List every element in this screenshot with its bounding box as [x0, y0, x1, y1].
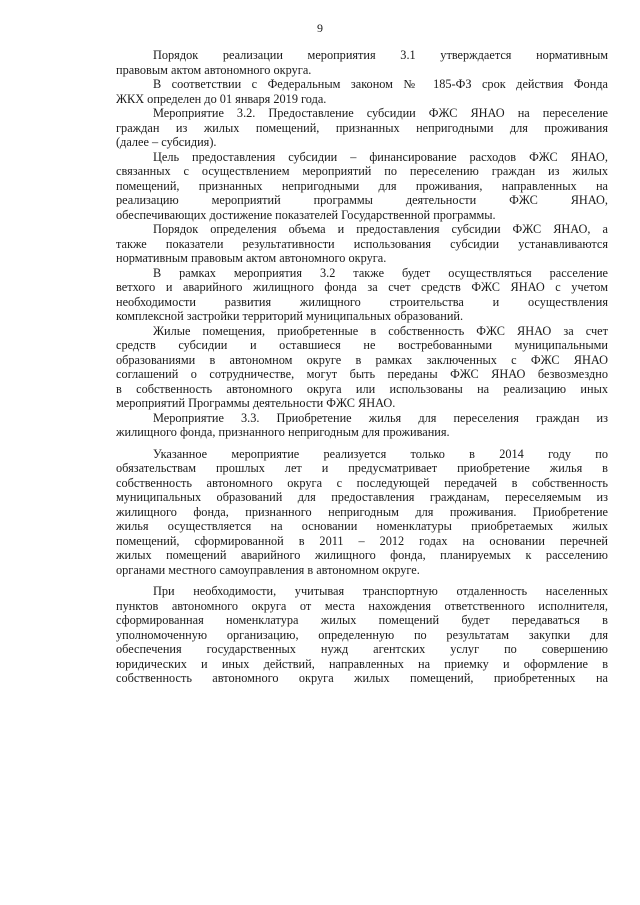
paragraph-gap: [116, 577, 608, 584]
text-line: сформированная номенклатура жилых помещений будет передаваться в: [116, 613, 608, 627]
text-line: жилищного фонда, признанного непригодным для проживания. Приобретение: [116, 504, 608, 519]
paragraph: [116, 447, 608, 578]
text-line: также показатели результативности использования субсидии устанавливаются: [116, 236, 608, 251]
text-line: В рамках мероприятия 3.2 также будет осуществляться расселение: [153, 265, 608, 280]
text-line: обязательствам прошлых лет и предусматривает приобретение жилья в: [116, 461, 608, 475]
paragraph: [116, 150, 608, 223]
text-line: комплексной застройки территорий муниципальных образований.: [116, 309, 464, 323]
text-line: ветхого и аварийного жилищного фонда за счет средств ФЖС ЯНАО с учетом: [116, 280, 608, 294]
text-line: граждан из жилых помещений, признанных непригодными для проживания: [116, 120, 608, 135]
text-line: пунктов автономного округа от места нахождения ответственного исполнителя,: [116, 598, 608, 613]
text-line: нормативным правовым актом автономного округа.: [116, 251, 387, 265]
text-line: необходимости развития жилищного строительства и осуществления: [116, 294, 608, 309]
text-line: помещений, признанных непригодными для проживания, направленных на: [116, 178, 608, 193]
paragraph: [116, 77, 608, 106]
text-line: жилья осуществляется на основании номенклатуры приобретаемых жилых: [116, 519, 608, 533]
text-line: мероприятий Программы деятельности ФЖС ЯНАО.: [116, 396, 396, 410]
text-line: При необходимости, учитывая транспортную отдаленность населенных: [153, 584, 608, 598]
text-line: (далее – субсидия).: [116, 135, 217, 149]
paragraph: [116, 48, 608, 77]
text-line: уполномоченную организацию, определенную по результатам закупки для: [116, 627, 608, 642]
text-line: Жилые помещения, приобретенные в собственность ФЖС ЯНАО за счет: [153, 323, 608, 338]
text-line: правовым актом автономного округа.: [116, 62, 312, 77]
text-line: Порядок реализации мероприятия 3.1 утверждается нормативным: [153, 48, 608, 62]
page-number: 9: [317, 21, 323, 35]
text-line: соглашений о сотрудничестве, могут быть переданы ФЖС ЯНАО безвозмездно: [116, 367, 608, 381]
paragraph: [116, 411, 608, 440]
text-line: жилищного фонда, признанного непригодным для проживания.: [116, 425, 450, 439]
text-line: собственность автономного округа жилых помещений, приобретенных на: [116, 671, 608, 685]
text-line: органами местного самоуправления в автономном округе.: [116, 562, 420, 577]
text-line: жилых помещений аварийного жилищного фонда, планируемых к расселению: [116, 548, 608, 562]
text-line: реализацию мероприятий программы деятельности ФЖС ЯНАО,: [116, 193, 608, 207]
text-line: обеспечивающих достижение показателей Государственной программы.: [116, 207, 496, 222]
paragraph: [116, 266, 608, 324]
text-line: Мероприятие 3.2. Предоставление субсидии ФЖС ЯНАО на переселение: [153, 106, 608, 120]
text-line: связанных с осуществлением мероприятий по переселению граждан из жилых: [116, 164, 608, 178]
paragraph: [116, 584, 608, 686]
text-line: Указанное мероприятие реализуется только в 2014 году по: [153, 446, 608, 461]
text-line: образованиями в автономном округе в рамках заключенных с ФЖС ЯНАО: [116, 352, 608, 367]
text-line: собственность автономного округа с последующей передачей в собственность: [116, 475, 608, 490]
text-line: помещений, сформированной в 2011 – 2012 годах на основании перечней: [116, 533, 608, 548]
text-line: В соответствии с Федеральным законом № 185-ФЗ срок действия Фонда: [153, 77, 608, 91]
paragraph: [116, 106, 608, 150]
paragraph: [116, 324, 608, 411]
document-body: [116, 48, 608, 686]
text-line: Мероприятие 3.3. Приобретение жилья для переселения граждан из: [153, 410, 608, 425]
paragraph-gap: [116, 440, 608, 447]
text-line: обеспечения государственных нужд агентских услуг по совершению: [116, 642, 608, 656]
paragraph: [116, 222, 608, 266]
text-line: в собственность автономного округа или использованы на реализацию иных: [116, 381, 608, 396]
text-line: Порядок определения объема и предоставления субсидии ФЖС ЯНАО, а: [153, 222, 608, 236]
text-line: средств субсидии и оставшиеся не востребованными муниципальными: [116, 338, 608, 352]
text-line: Цель предоставления субсидии – финансирование расходов ФЖС ЯНАО,: [153, 149, 608, 164]
text-line: муниципальных образований для предоставления гражданам, переселяемым из: [116, 490, 608, 504]
text-line: ЖКХ определен до 01 января 2019 года.: [116, 91, 327, 106]
text-line: юридических и иных действий, направленных на приемку и оформление в: [116, 656, 608, 671]
